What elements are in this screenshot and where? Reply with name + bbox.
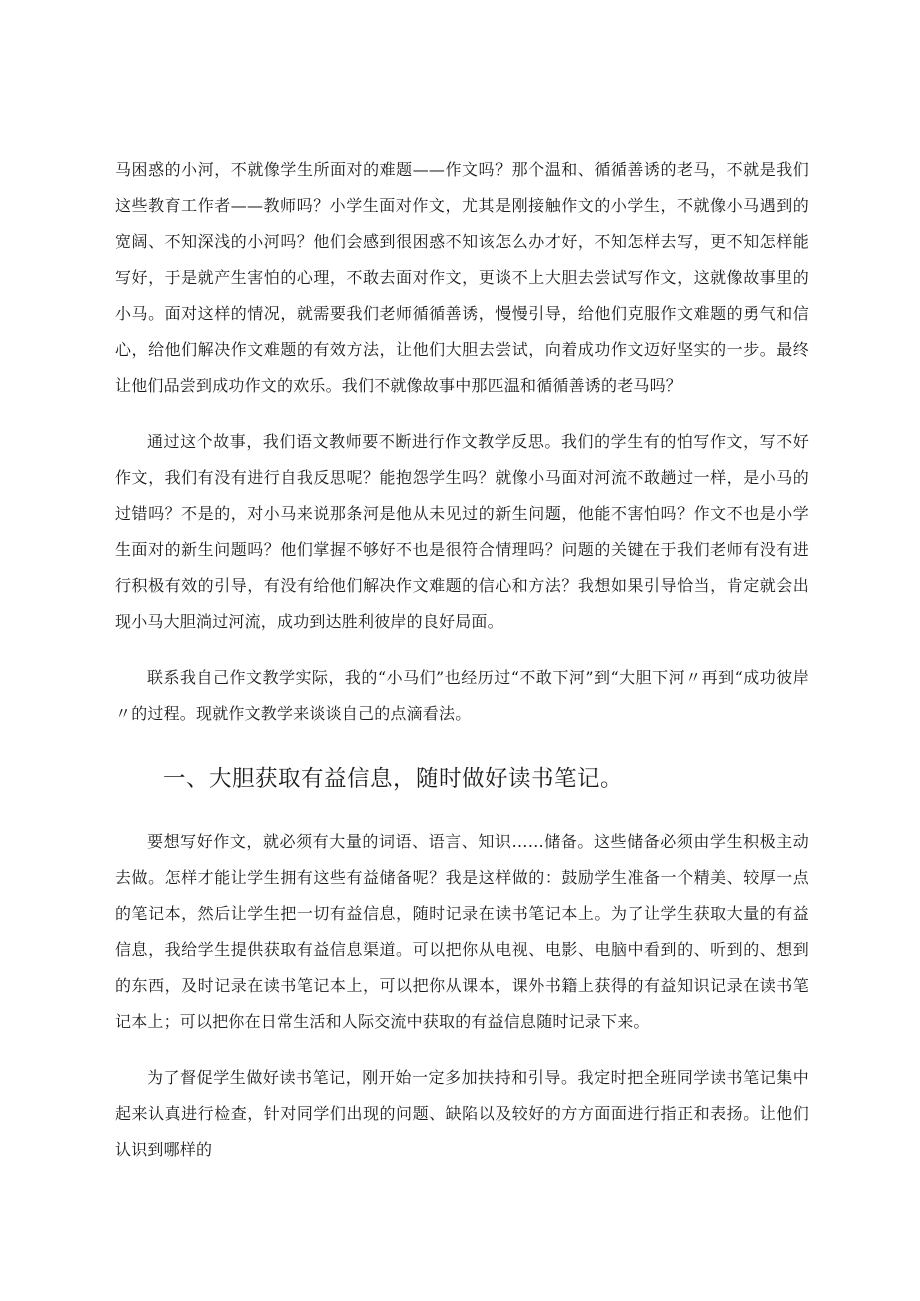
body-paragraph-3: 联系我自己作文教学实际，我的“小马们”也经历过“不敢下河”到“大胆下河〃再到“成功彼岸〃的过程。现就作文教学来谈谈自己的点滴看法。 <box>115 668 809 723</box>
body-paragraph-2: 通过这个故事，我们语文教师要不断进行作文教学反思。我们的学生有的怕写作文，写不好作文，我们有没有进行自我反思呢？能抱怨学生吗？就像小马面对河流不敢趟过一样，是小马的过错吗？不是的，对小马来说那条河是他从未见过的新生问题，他能不害怕吗？作文不也是小学生面对的新生问题吗？他们掌握不够好不也是很符合情理吗？问题的关键在于我们老师有没有进行积极有效的引导，有没有给他们解决作文难题的信心和方法？我想如果引导恰当，肯定就会出现小马大胆淌过河流，成功到达胜利彼岸的良好局面。 <box>115 432 809 631</box>
section-paragraph-2: 为了督促学生做好读书笔记，刚开始一定多加扶持和引导。我定时把全班同学读书笔记集中起来认真进行检查，针对同学们出现的问题、缺陷以及较好的方方面面进行指正和表扬。让他们认识到哪样的 <box>115 1068 809 1159</box>
body-paragraph-1: 马困惑的小河，不就像学生所面对的难题——作文吗？那个温和、循循善诱的老马，不就是我们这些教育工作者——教师吗？小学生面对作文，尤其是刚接触作文的小学生，不就像小马遇到的宽阔、不知深浅的小河吗？他们会感到很困惑不知该怎么办才好，不知怎样去写，更不知怎样能写好，于是就产生害怕的心理，不敢去面对作文，更谈不上大胆去尝试写作文，这就像故事里的小马。面对这样的情况，就需要我们老师循循善诱，慢慢引导，给他们克服作文难题的勇气和信心，给他们解决作文难题的有效方法，让他们大胆去尝试，向着成功作文迈好坚实的一步。最终让他们品尝到成功作文的欢乐。我们不就像故事中那匹温和循循善诱的老马吗？ <box>115 160 809 395</box>
section-heading: 一、大胆获取有益信息，随时做好读书笔记。 <box>163 766 624 792</box>
document-page <box>115 152 809 1168</box>
section-paragraph-1: 要想写好作文，就必须有大量的词语、语言、知识……储备。这些储备必须由学生积极主动去做。怎样才能让学生拥有这些有益储备呢？我是这样做的：鼓励学生准备一个精美、较厚一点的笔记本，然后让学生把一切有益信息，随时记录在读书笔记本上。为了让学生获取大量的有益信息，我给学生提供获取有益信息渠道。可以把你从电视、电影、电脑中看到的、听到的、想到的东西，及时记录在读书笔记本上，可以把你从课本，课外书籍上获得的有益知识记录在读书笔记本上；可以把你在日常生活和人际交流中获取的有益信息随时记录下来。 <box>115 832 809 1031</box>
